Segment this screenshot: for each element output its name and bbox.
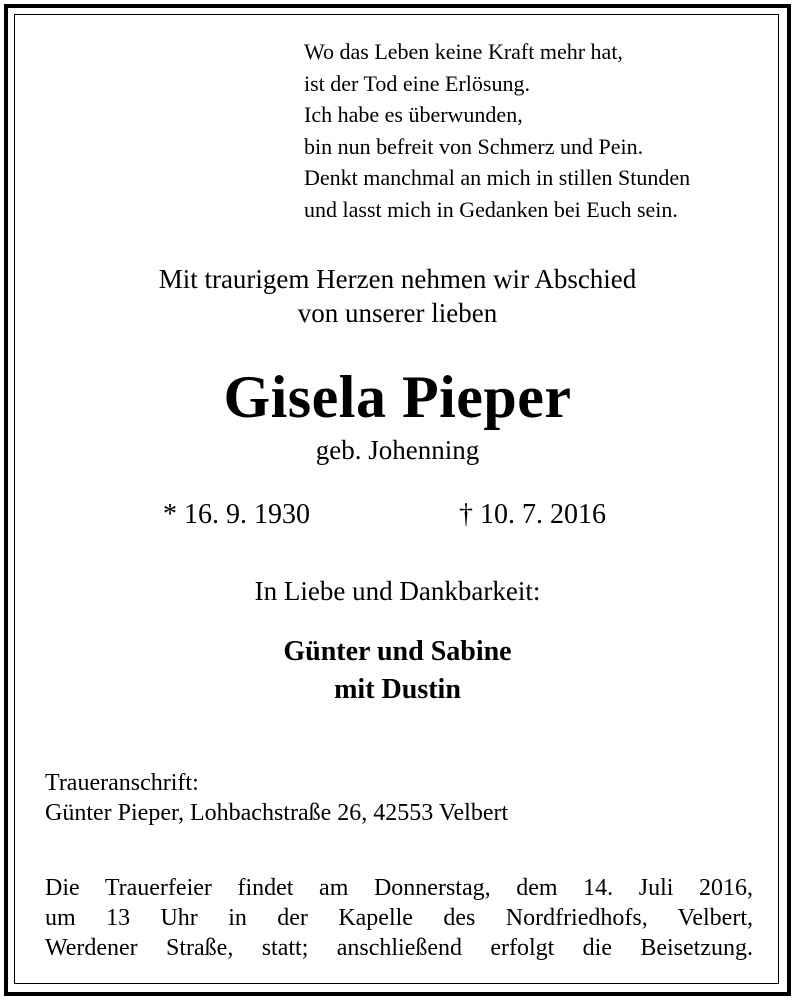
deceased-name: Gisela Pieper	[223, 364, 572, 430]
maiden-name: geb. Johenning	[315, 435, 480, 465]
address-value: Günter Pieper, Lohbachstraße 26, 42553 Velbert	[45, 800, 509, 826]
mourners-line-2: mit Dustin	[334, 674, 461, 705]
poem-line: Wo das Leben keine Kraft mehr hat,	[304, 39, 623, 64]
ceremony-line: Die Trauerfeier findet am Donnerstag, dem 14. Juli 2016,	[45, 875, 753, 901]
ceremony-line: um 13 Uhr in der Kapelle des Nordfriedhofs, Velbert,	[45, 905, 753, 931]
address-label: Traueranschrift:	[45, 770, 199, 796]
ceremony-line: Werdener Straße, statt; anschließend erfolgt die Beisetzung.	[45, 935, 753, 961]
poem-line: und lasst mich in Gedanken bei Euch sein.	[304, 196, 678, 222]
death-date: † 10. 7. 2016	[459, 499, 606, 530]
intro-line-2: von unserer lieben	[297, 298, 498, 328]
mourners-names	[0, 633, 795, 709]
ceremony-notice	[45, 873, 753, 963]
mourning-address	[45, 768, 508, 828]
mourners-heading: In Liebe und Dankbarkeit:	[254, 576, 541, 606]
poem-line: bin nun befreit von Schmerz und Pein.	[304, 133, 644, 159]
mourners-line-1: Günter und Sabine	[283, 636, 512, 667]
life-dates	[0, 497, 795, 533]
intro-line-1: Mit traurigem Herzen nehmen wir Abschied	[158, 264, 637, 294]
farewell-intro	[0, 262, 795, 330]
poem	[304, 36, 690, 225]
poem-line: Ich habe es überwunden,	[304, 102, 523, 127]
birth-date: * 16. 9. 1930	[163, 499, 310, 530]
poem-line: Denkt manchmal an mich in stillen Stunden	[304, 165, 691, 190]
poem-line: ist der Tod eine Erlösung.	[304, 70, 530, 96]
